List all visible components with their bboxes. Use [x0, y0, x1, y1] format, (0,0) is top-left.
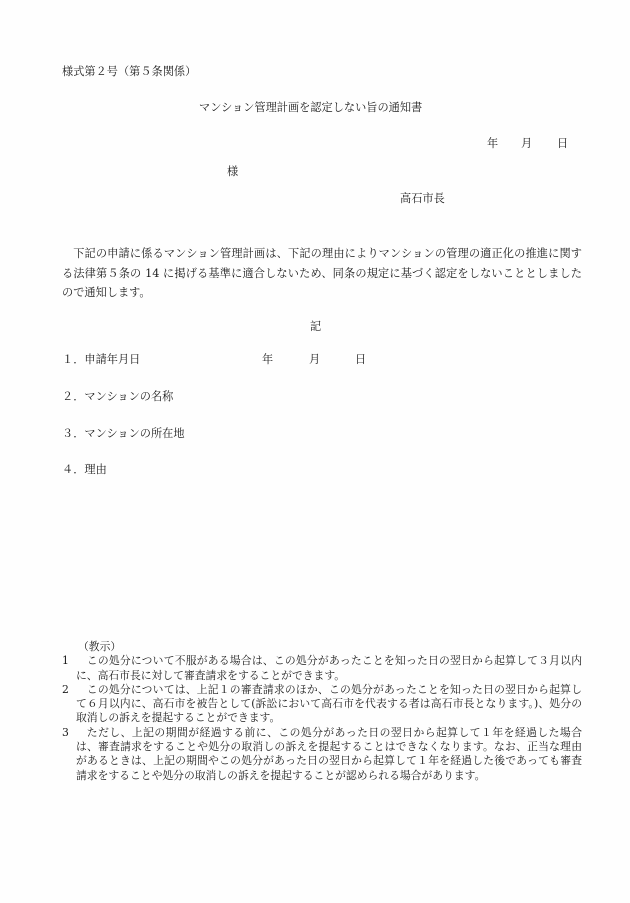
form-number: 様式第２号（第５条関係） — [62, 65, 197, 78]
body-text: 下記の申請に係るマンション管理計画は、下記の理由によりマンションの管理の適正化の推進に関する法律第５条の 14 に掲げる基準に適合しないため、同条の規定に基づく認定をしないこととしましたので通知します。 — [62, 247, 582, 299]
notice-item-text: この処分について不服がある場合は、この処分があったことを知った日の翌日から起算して３月以内に、高石市長に対して審査請求をすることができます。 — [76, 654, 582, 682]
notice-item-number: 1 — [62, 654, 69, 668]
notice-item-text: この処分については、上記１の審査請求のほか、この処分があったことを知った日の翌日から起算して６月以内に、高石市を被告として(訴訟において高石市を代表する者は高石市長となります。)、処分の取消しの訴えを提起することができます。 — [76, 682, 582, 725]
notice-item-number: 2 — [62, 682, 69, 696]
item-reason: ４．理由 — [62, 463, 107, 476]
application-date-year: 年 — [262, 353, 274, 366]
item-mansion-name: ２．マンションの名称 — [62, 390, 174, 403]
notice-item — [62, 726, 582, 783]
document-title: マンション管理計画を認定しない旨の通知書 — [199, 101, 423, 114]
notice-item — [62, 654, 582, 683]
notice-item-text: ただし、上記の期間が経過する前に、この処分があった日の翌日から起算して１年を経過した場合は、審査請求をすることや処分の取消しの訴えを提起することはできなくなります。なお、正当な理由があるときは、上記の期間やこの処分があった日の翌日から起算して１年を経過した後であっても審査請求をすることや処分の取消しの訴えを提起することが認められる場合があります。 — [76, 725, 582, 782]
notice-heading: （教示） — [78, 640, 122, 653]
issue-date-year: 年 — [487, 137, 499, 150]
issue-date-day: 日 — [557, 137, 569, 150]
application-date-month: 月 — [309, 353, 321, 366]
application-date-day: 日 — [355, 353, 367, 366]
notice-item — [62, 683, 582, 726]
issue-date-month: 月 — [521, 137, 533, 150]
body-paragraph — [62, 244, 582, 303]
notice-item-number: 3 — [62, 725, 69, 739]
addressee-suffix: 様 — [227, 165, 239, 178]
notice-section — [62, 640, 582, 783]
ki-heading: 記 — [310, 320, 322, 333]
item-application-date: １．申請年月日 — [62, 353, 141, 366]
item-mansion-location: ３．マンションの所在地 — [62, 427, 185, 440]
issuer: 高石市長 — [400, 192, 445, 205]
